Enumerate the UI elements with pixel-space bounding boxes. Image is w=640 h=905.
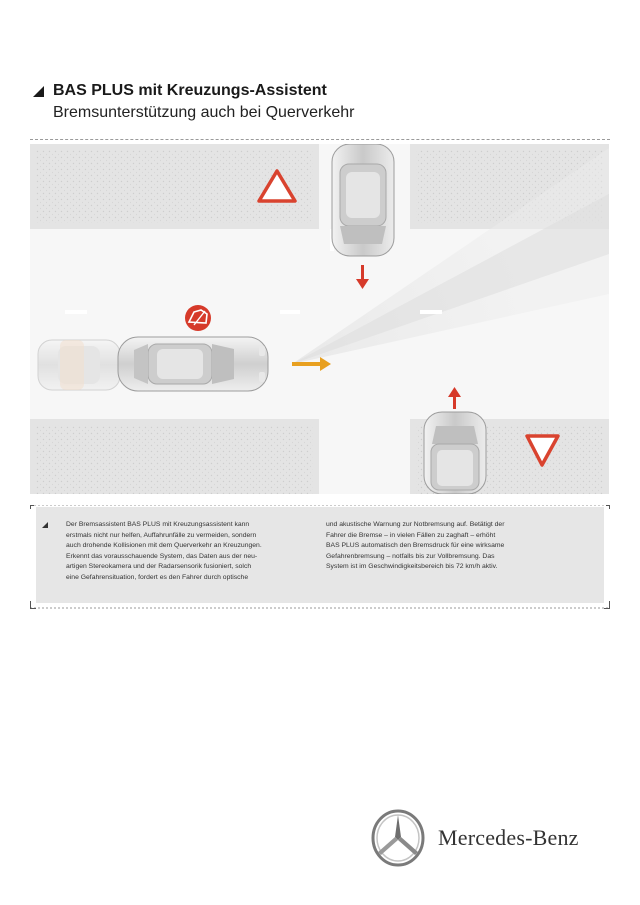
diagram-top-divider <box>30 139 610 140</box>
crossing-car-bottom <box>424 412 486 494</box>
description-line: erstmals nicht nur helfen, Auffahrunfälle zu vermeiden, sondern <box>66 531 257 539</box>
ego-car-ghost <box>38 340 120 390</box>
title-triangle-icon <box>33 86 44 97</box>
description-line: Gefahrenbremsung – notfalls bis zur Vollbremsung. Das <box>326 552 495 560</box>
brand-name: Mercedes-Benz <box>438 825 579 850</box>
description-column-2 <box>326 520 571 573</box>
header <box>33 82 354 122</box>
description-line: eine Gefahrensituation, fordert es den Fahrer durch optische <box>66 573 249 581</box>
ego-car <box>118 337 268 391</box>
description-line: System ist im Geschwindigkeitsbereich bis 72 km/h aktiv. <box>326 563 498 571</box>
description-column-1 <box>66 520 326 584</box>
description-panel <box>30 505 610 609</box>
description-line: und akustische Warnung zur Notbremsung auf. Betätigt der <box>326 521 505 528</box>
description-line: Der Bremsassistent BAS PLUS mit Kreuzungsassistent kann <box>66 521 250 528</box>
description-line: artigen Stereokamera und der Radarsensorik fusioniert, solch <box>66 563 252 571</box>
page-subtitle: Bremsunterstützung auch bei Querverkehr <box>53 104 355 121</box>
description-line: Erkennt das vorausschauende System, das Daten aus der neu- <box>66 552 258 560</box>
page-title: BAS PLUS mit Kreuzungs-Assistent <box>53 82 327 99</box>
description-line: Fahrer die Bremse – in vielen Fällen zu zaghaft – erhöht <box>326 531 496 539</box>
description-line: BAS PLUS automatisch den Bremsdruck für eine wirksame <box>326 542 505 550</box>
description-triangle-icon <box>42 522 48 528</box>
brand-logo <box>370 808 579 868</box>
title-row <box>33 82 354 100</box>
description-line: auch drohende Kollisionen mit dem Querverkehr an Kreuzungen. <box>66 542 262 550</box>
collision-warning-icon <box>185 305 211 331</box>
intersection-diagram <box>30 144 609 494</box>
crossing-car-top <box>332 144 394 256</box>
mercedes-star-icon <box>370 808 426 868</box>
